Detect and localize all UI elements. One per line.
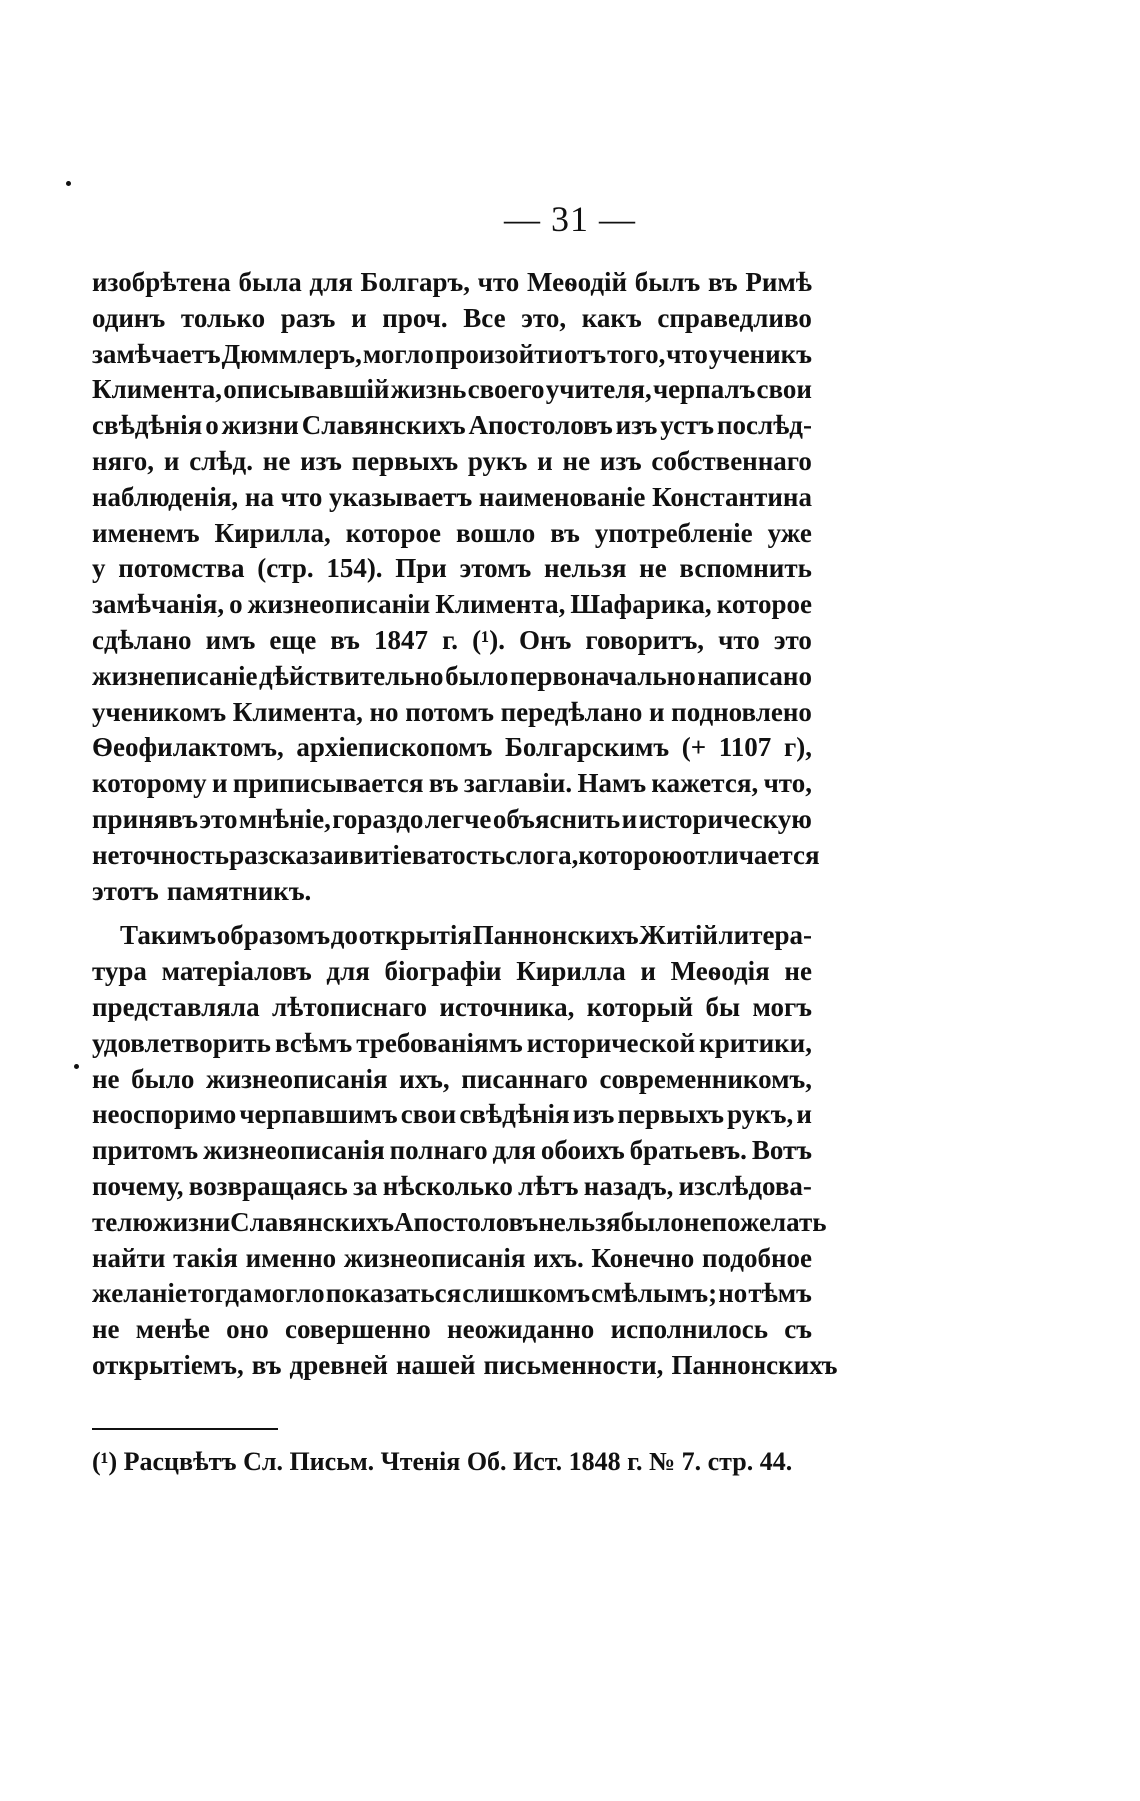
- text-line: ученикомъ Климента, но потомъ передѣлано и подновлено: [92, 696, 812, 727]
- text-line: замѣчанія, о жизнеописаніи Климента, Шафарика, которое: [92, 589, 812, 620]
- text-line: замѣчаетъ Дюммлеръ, могло произойти отъ того, что ученикъ: [92, 338, 812, 369]
- text-line: открытіемъ, въ древней нашей письменности, Паннонскихъ: [92, 1349, 838, 1380]
- text-line: желаніе тогда могло показаться слишкомъ смѣлымъ; но тѣмъ: [92, 1278, 812, 1309]
- text-line: удовлетворить всѣмъ требованіямъ исторической критики,: [92, 1027, 812, 1058]
- text-line: наблюденія, на что указываетъ наименованіе Константина: [92, 481, 812, 512]
- text-line: которому и приписывается въ заглавіи. Намъ кажется, что,: [92, 768, 812, 799]
- text-line: изобрѣтена была для Болгаръ, что Меѳодій былъ въ Римѣ: [92, 267, 812, 297]
- footnote-divider: [92, 1428, 278, 1430]
- text-line: не менѣе оно совершенно неожиданно исполнилось съ: [92, 1314, 812, 1345]
- text-line: свѣдѣнія о жизни Славянскихъ Апостоловъ изъ устъ послѣд-: [92, 410, 812, 441]
- text-line: не было жизнеописанія ихъ, писаннаго современникомъ,: [92, 1063, 812, 1094]
- paragraph: [92, 918, 838, 1383]
- text-line: Такимъ образомъ до открытія Паннонскихъ Житій литера-: [120, 920, 812, 951]
- footnote: (¹) Расцвѣтъ Сл. Письм. Чтенія Об. Ист. 1848 г. № 7. стр. 44.: [92, 1447, 793, 1476]
- text-line: представляла лѣтописнаго источника, который бы могъ: [92, 991, 812, 1022]
- text-line: сдѣлано имъ еще въ 1847 г. (¹). Онъ говоритъ, что это: [92, 624, 812, 655]
- text-line: этотъ памятникъ.: [92, 875, 312, 906]
- text-line: одинъ только разъ и проч. Все это, какъ справедливо: [92, 302, 812, 333]
- page-number: — 31 —: [504, 199, 636, 239]
- text-line: тура матеріаловъ для біографіи Кирилла и Меѳодія не: [92, 956, 812, 987]
- text-line: почему, возвращаясь за нѣсколько лѣтъ назадъ, изслѣдова-: [92, 1170, 812, 1201]
- print-speck: [66, 181, 71, 186]
- body-text: [92, 265, 838, 1384]
- print-speck: [74, 1064, 79, 1069]
- text-line: телю жизни Славянскихъ Апостоловъ нельзя было не пожелать: [92, 1206, 827, 1237]
- text-line: неоспоримо черпавшимъ свои свѣдѣнія изъ первыхъ рукъ, и: [92, 1099, 812, 1130]
- text-line: принявъ это мнѣніе, гораздо легче объяснить и историческую: [92, 803, 812, 834]
- text-line: притомъ жизнеописанія полнаго для обоихъ братьевъ. Вотъ: [92, 1135, 812, 1166]
- text-line: неточность разсказа и витіеватость слога, которою отличается: [92, 839, 820, 870]
- text-line: именемъ Кирилла, которое вошло въ употребленіе уже: [92, 517, 812, 548]
- text-line: няго, и слѣд. не изъ первыхъ рукъ и не изъ собственнаго: [92, 445, 812, 476]
- text-line: у потомства (стр. 154). При этомъ нельзя не вспомнить: [92, 553, 812, 584]
- text-line: Климента, описывавшій жизнь своего учителя, черпалъ свои: [92, 374, 812, 405]
- text-line: найти такія именно жизнеописанія ихъ. Конечно подобное: [92, 1242, 812, 1273]
- text-line: Ѳеофилактомъ, архіепископомъ Болгарскимъ (+ 1107 г),: [92, 732, 812, 763]
- text-line: жизнеписаніе дѣйствительно было первоначально написано: [92, 660, 812, 691]
- paragraph: [92, 265, 820, 909]
